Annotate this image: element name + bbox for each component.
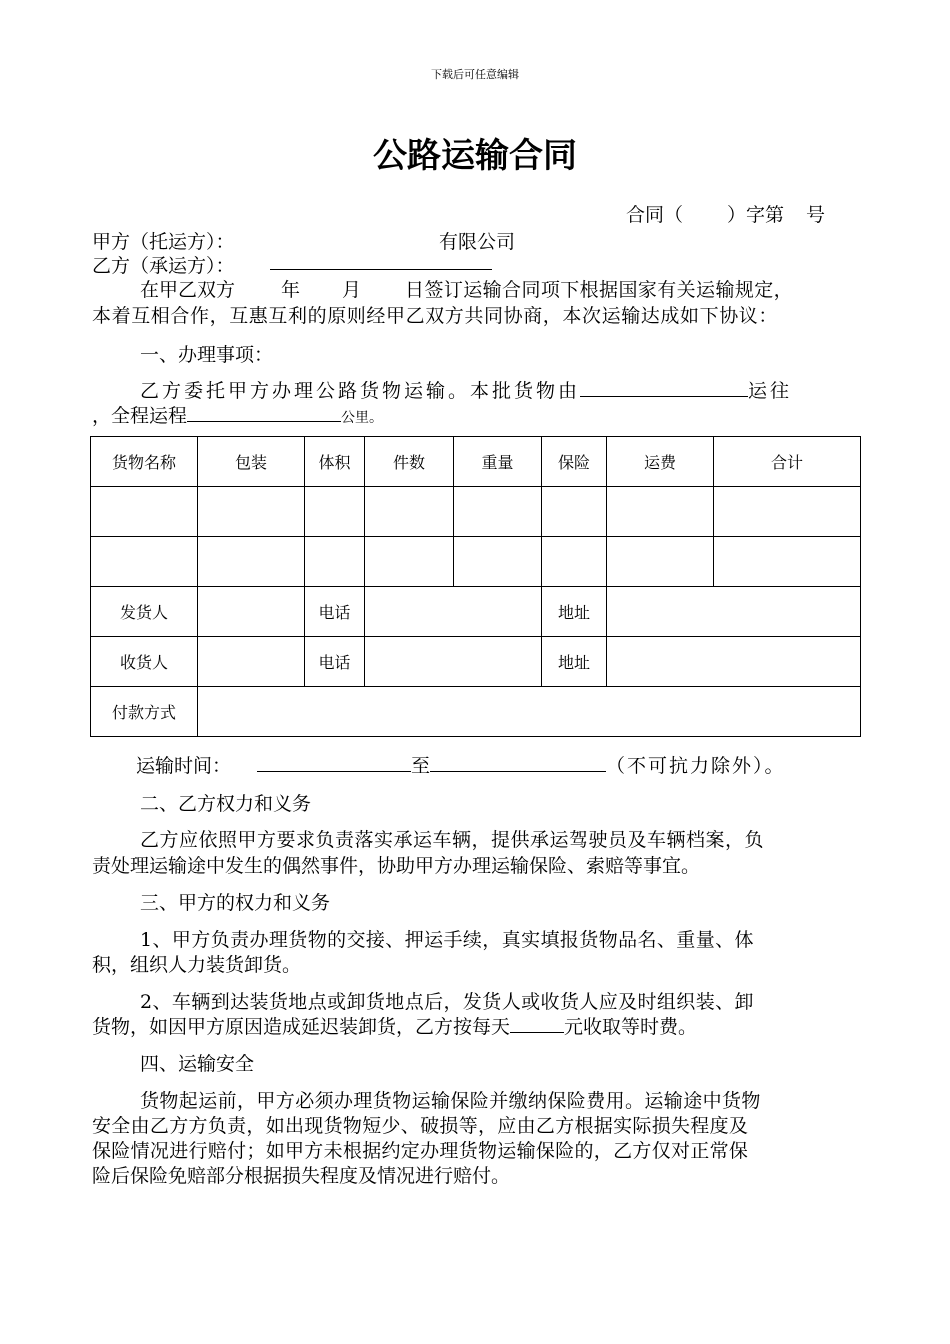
contract-no-label: 合同（ (626, 204, 684, 226)
section1-text-a: 乙方委托甲方办理公路货物运输。本批货物由 (140, 380, 581, 402)
table-cell[interactable] (714, 537, 861, 587)
receiver-address-cell[interactable] (607, 637, 861, 687)
receiver-name-cell[interactable] (198, 637, 305, 687)
page-title: 公路运输合同 (373, 136, 577, 176)
table-cell[interactable] (365, 537, 454, 587)
table-row (91, 537, 861, 587)
section4-line-3: 保险情况进行赔付；如甲方未根据约定办理货物运输保险的，乙方仅对正常保 (92, 1140, 749, 1162)
intro-line-2: 本着互相合作，互惠互利的原则经甲乙双方共同协商，本次运输达成如下协议： (92, 305, 779, 327)
receiver-label: 收货人 (91, 637, 198, 687)
table-cell[interactable] (454, 487, 542, 537)
section2-line-1: 乙方应依照甲方要求负责落实承运车辆，提供承运驾驶员及车辆档案，负 (140, 829, 765, 851)
section1-line-2 (92, 401, 383, 428)
transport-time-line (136, 751, 786, 778)
section4-line-2: 安全由乙方方负责，如出现货物短少、破损等，应由乙方根据实际损失程度及 (92, 1115, 749, 1137)
address-label: 地址 (542, 587, 607, 637)
phone-label: 电话 (305, 587, 365, 637)
table-cell[interactable] (542, 487, 607, 537)
section1-text-d: 公里。 (341, 410, 384, 426)
col-header: 货物名称 (91, 437, 198, 487)
section4-heading: 四、运输安全 (140, 1053, 255, 1075)
goods-table (90, 436, 861, 737)
party-b-label: 乙方（承运方）： (92, 255, 235, 277)
sender-phone-cell[interactable] (365, 587, 542, 637)
table-cell[interactable] (305, 487, 365, 537)
section2-line-2: 责处理运输途中发生的偶然事件，协助甲方办理运输保险、索赔等事宜。 (92, 855, 701, 877)
section3-p2-text-b: 元收取等时费。 (564, 1016, 698, 1038)
party-a-value: 有限公司 (439, 231, 516, 253)
section3-p1-line-2: 积，组织人力装货卸货。 (92, 954, 302, 976)
party-b-blank[interactable] (270, 269, 492, 270)
col-header: 体积 (305, 437, 365, 487)
contract-no-mid: ）字第 (727, 204, 785, 226)
address-label: 地址 (542, 637, 607, 687)
table-cell[interactable] (91, 487, 198, 537)
table-cell[interactable] (305, 537, 365, 587)
section1-text-c: ，全程运程 (92, 405, 188, 427)
col-header: 件数 (365, 437, 454, 487)
payment-cell[interactable] (198, 687, 861, 737)
payment-label: 付款方式 (91, 687, 198, 737)
intro-text-rest: 日签订运输合同项下根据国家有关运输规定， (405, 279, 794, 301)
contract-number-line (626, 200, 825, 227)
sender-name-cell[interactable] (198, 587, 305, 637)
table-cell[interactable] (454, 537, 542, 587)
transport-time-note: （不可抗力除外）。 (606, 755, 786, 777)
transport-time-to: 至 (411, 755, 431, 777)
end-date-blank[interactable] (430, 752, 606, 772)
section3-heading: 三、甲方的权力和义务 (140, 892, 331, 914)
section3-p2-line-1: 2、车辆到达装货地点或卸货地点后，发货人或收货人应及时组织装、卸 (140, 991, 754, 1013)
table-cell[interactable] (714, 487, 861, 537)
header-note: 下载后可任意编辑 (431, 68, 519, 81)
table-cell[interactable] (91, 537, 198, 587)
section1-line-1 (140, 376, 792, 403)
contract-no-end: 号 (806, 204, 826, 226)
intro-text-a: 在甲乙双方 (140, 279, 236, 301)
start-date-blank[interactable] (257, 752, 411, 772)
origin-blank[interactable] (580, 377, 748, 397)
fee-blank[interactable] (510, 1013, 564, 1033)
payment-row (91, 687, 861, 737)
table-cell[interactable] (607, 537, 714, 587)
section3-p2-line-2 (92, 1012, 697, 1039)
party-a-label: 甲方（托运方）： (92, 231, 235, 253)
section3-p1-line-1: 1、甲方负责办理货物的交接、押运手续，真实填报货物品名、重量、体 (140, 929, 754, 951)
intro-year: 年 (281, 279, 301, 301)
col-header: 重量 (454, 437, 542, 487)
distance-blank[interactable] (187, 402, 341, 422)
phone-label: 电话 (305, 637, 365, 687)
table-header-row (91, 437, 861, 487)
col-header: 包装 (198, 437, 305, 487)
section1-text-b: 运往 (748, 380, 793, 402)
table-cell[interactable] (365, 487, 454, 537)
sender-row (91, 587, 861, 637)
table-cell[interactable] (607, 487, 714, 537)
col-header: 合计 (714, 437, 861, 487)
intro-month: 月 (342, 279, 362, 301)
section1-heading: 一、办理事项： (140, 344, 274, 366)
section4-line-4: 险后保险免赔部分根据损失程度及情况进行赔付。 (92, 1165, 511, 1187)
col-header: 保险 (542, 437, 607, 487)
table-cell[interactable] (198, 537, 305, 587)
sender-address-cell[interactable] (607, 587, 861, 637)
table-cell[interactable] (198, 487, 305, 537)
intro-line-1 (140, 275, 793, 302)
table-row (91, 487, 861, 537)
sender-label: 发货人 (91, 587, 198, 637)
section4-line-1: 货物起运前，甲方必须办理货物运输保险并缴纳保险费用。运输途中货物 (140, 1090, 761, 1112)
section2-heading: 二、乙方权力和义务 (140, 793, 312, 815)
col-header: 运费 (607, 437, 714, 487)
section3-p2-text-a: 货物，如因甲方原因造成延迟装卸货，乙方按每天 (92, 1016, 511, 1038)
table-cell[interactable] (542, 537, 607, 587)
receiver-row (91, 637, 861, 687)
receiver-phone-cell[interactable] (365, 637, 542, 687)
transport-time-label: 运输时间： (136, 755, 232, 777)
